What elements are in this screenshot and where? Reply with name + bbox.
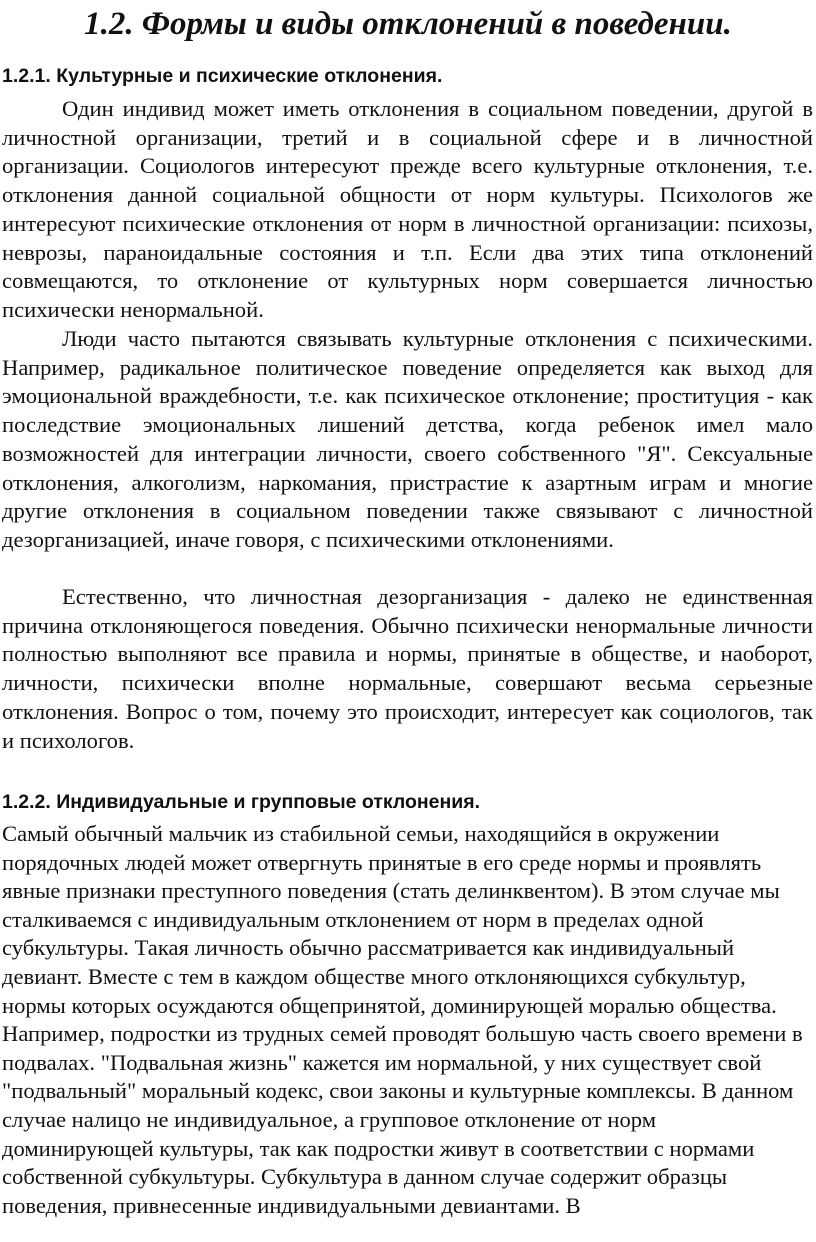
- section-1-heading: 1.2.1. Культурные и психические отклонения.: [2, 65, 443, 87]
- section-2-heading: 1.2.2. Индивидуальные и групповые отклонения.: [2, 791, 481, 813]
- section-1-paragraph-3: Естественно, что личностная дезорганизация - далеко не единственная причина отклоняющегося поведения. Обычно психически ненормальные личности полностью выполняют все правила и нормы, принятые в обществе, и наоборот, личности, психически вполне нормальные, совершают весьма серьезные отклонения. Вопрос о том, почему это происходит, интересует как социологов, так и психологов.: [2, 584, 813, 753]
- section-1-paragraph-2: Люди часто пытаются связывать культурные отклонения с психическими. Например, радикальное политическое поведение определяется как выход для эмоциональной враждебности, т.е. как психическое отклонение; проституция - как последствие эмоциональных лишений детства, когда ребенок имел мало возможностей для интеграции личности, своего собственного "Я". Сексуальные отклонения, алкоголизм, наркомания, пристрастие к азартным играм и многие другие отклонения в социальном поведении также связывают с личностной дезорганизацией, иначе говоря, с психическими отклонениями.: [2, 326, 813, 552]
- document-title: 1.2. Формы и виды отклонений в поведении.: [84, 6, 732, 42]
- section-2-paragraph-1: Самый обычный мальчик из стабильной семьи, находящийся в окружении порядочных людей может отвергнуть принятые в его среде нормы и проявлять явные признаки преступного поведения (стать делинквентом). В этом случае мы сталкиваемся с индивидуальным отклонением от норм в пределах одной субкультуры. Такая личность обычно рассматривается как индивидуальный девиант. Вместе с тем в каждом обществе много отклоняющихся субкультур, нормы которых осуждаются общепринятой, доминирующей моралью общества. Например, подростки из трудных семей проводят большую часть своего времени в подвалах. "Подвальная жизнь" кажется им нормальной, у них существует свой "подвальный" моральный кодекс, свои законы и культурные комплексы. В данном случае налицо не индивидуальное, а групповое отклонение от норм доминирующей культуры, так как подростки живут в соответствии с нормами собственной субкультуры. Субкультура в данном случае содержит образцы поведения, привнесенные индивидуальными девиантами. В: [2, 821, 803, 1218]
- section-1-paragraph-1: Один индивид может иметь отклонения в социальном поведении, другой в личностной организации, третий и в социальной сфере и в личностной организации. Социологов интересуют прежде всего культурные отклонения, т.е. отклонения данной социальной общности от норм культуры. Психологов же интересуют психические отклонения от норм в личностной организации: психозы, неврозы, параноидальные состояния и т.п. Если два этих типа отклонений совмещаются, то отклонение от культурных норм совершается личностью психически ненормальной.: [2, 96, 813, 322]
